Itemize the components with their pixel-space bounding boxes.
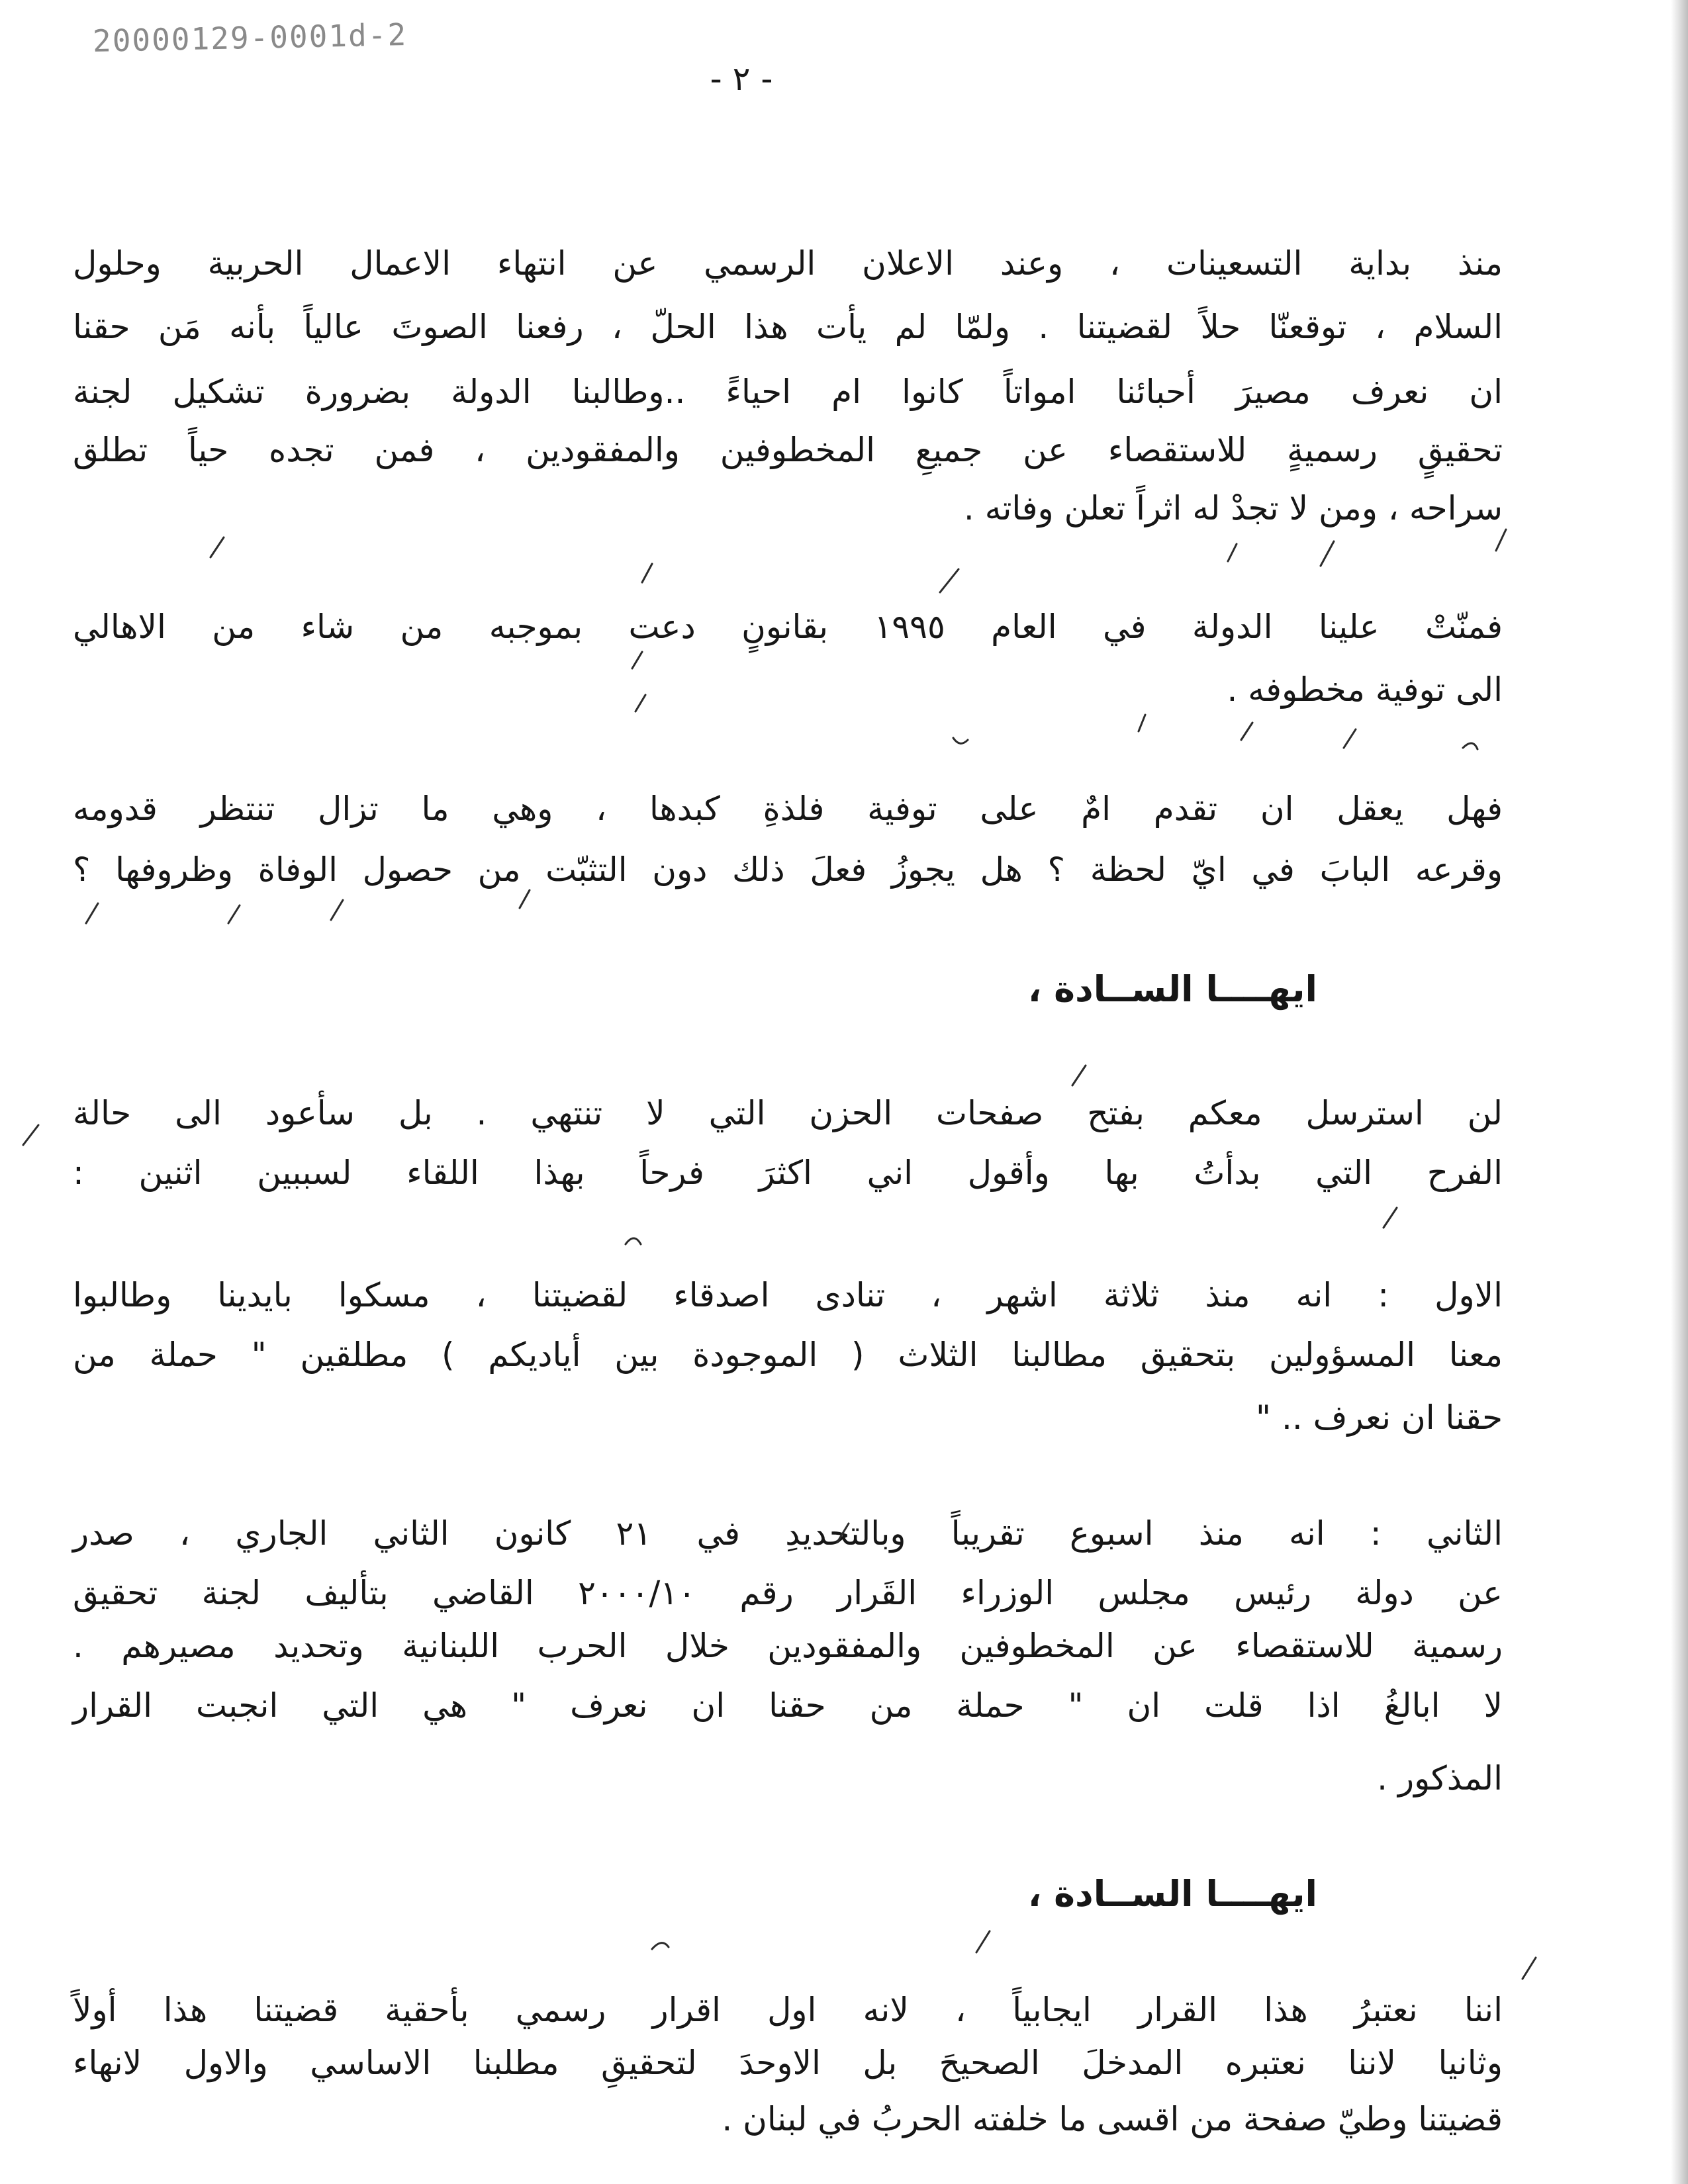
paragraph-6-line-2: عن دولة رئيس مجلس الوزراء القَرار رقم ٢٠٠٠/١٠ القاضي بتأليف لجنة تحقيق <box>73 1574 1503 1612</box>
paragraph-3-line-1: فهل يعقل ان تقدم امٌ على توفية فلذةِ كبدها ، وهي ما تزال تنتظر قدومه <box>73 790 1503 828</box>
scan-page-edge <box>1671 0 1688 2184</box>
paragraph-1-line-4: تحقيقٍ رسميةٍ للاستقصاء عن جميعِ المخطوفين والمفقودين ، فمن تجده حياً تطلق <box>73 431 1503 469</box>
paragraph-1-line-1: منذ بداية التسعينات ، وعند الاعلان الرسمي عن انتهاء الاعمال الحربية وحلول <box>73 244 1503 283</box>
paragraph-3-line-2: وقرعه البابَ في ايّ لحظة ؟ هل يجوزُ فعلَ ذلك دون التثبّت من حصول الوفاة وظروفها ؟ <box>73 850 1503 889</box>
paragraph-6-line-1: الثاني : انه منذ اسبوع تقريباً وبالتحديدِ في ٢١ كانون الثاني الجاري ، صدر <box>73 1514 1503 1553</box>
paragraph-6-line-4: لا ابالغُ اذا قلت ان " حملة من حقنا ان نعرف " هي التي انجبت القرار <box>73 1686 1503 1725</box>
paragraph-7-line-3: قضيتنا وطيّ صفحة من اقسى ما خلفته الحربُ في لبنان . <box>722 2100 1503 2138</box>
document-id-stamp: 20000129-0001d-2 <box>92 17 408 59</box>
paragraph-6-line-3: رسمية للاستقصاء عن المخطوفين والمفقودين خلال الحرب اللبنانية وتحديد مصيرهم . <box>73 1627 1503 1665</box>
paragraph-5-line-3: حقنا ان نعرف .. " <box>1256 1398 1503 1437</box>
section-heading-2: ايهــــا الســادة ، <box>1027 1873 1317 1915</box>
paragraph-7-line-2: وثانيا لاننا نعتبره المدخلَ الصحيحَ بل الاوحدَ لتحقيقِ مطلبنا الاساسي والاول لانهاء <box>73 2044 1503 2082</box>
paragraph-4-line-1: لن استرسل معكم بفتح صفحات الحزن التي لا تنتهي . بل سأعود الى حالة <box>73 1094 1503 1132</box>
paragraph-1-line-2: السلام ، توقعنّا حلاً لقضيتنا . ولمّا لم يأت هذا الحلّ ، رفعنا الصوتَ عالياً بأنه مَن حقنا <box>73 308 1503 346</box>
paragraph-6-line-5: المذكور . <box>1377 1759 1503 1797</box>
paragraph-5-line-1: الاول : انه منذ ثلاثة اشهر ، تنادى اصدقاء لقضيتنا ، مسكوا بايدينا وطالبوا <box>73 1276 1503 1314</box>
paragraph-4-line-2: الفرح التي بدأتُ بها وأقول اني اكثرَ فرحاً بهذا اللقاء لسببين اثنين : <box>73 1154 1503 1192</box>
paragraph-1-line-3: ان نعرف مصيرَ أحبائنا امواتاً كانوا ام احياءً ..وطالبنا الدولة بضرورة تشكيل لجنة <box>73 373 1503 411</box>
paragraph-2-line-1: فمنّتْ علينا الدولة في العام ١٩٩٥ بقانونٍ دعت بموجبه من شاء من الاهالي <box>73 608 1503 646</box>
page-number: - ٢ - <box>710 60 773 98</box>
paragraph-5-line-2: معنا المسؤولين بتحقيق مطالبنا الثلاث ( الموجودة بين أياديكم ) مطلقين " حملة من <box>73 1336 1503 1374</box>
paragraph-1-line-5: سراحه ، ومن لا تجدْ له اثراً تعلن وفاته . <box>963 489 1503 527</box>
section-heading-1: ايهــــا الســادة ، <box>1027 968 1317 1010</box>
paragraph-2-line-2: الى توفية مخطوفه . <box>1227 670 1503 709</box>
paragraph-7-line-1: اننا نعتبرُ هذا القرار ايجابياً ، لانه اول اقرار رسمي بأحقية قضيتنا هذا أولاً <box>73 1991 1503 2029</box>
